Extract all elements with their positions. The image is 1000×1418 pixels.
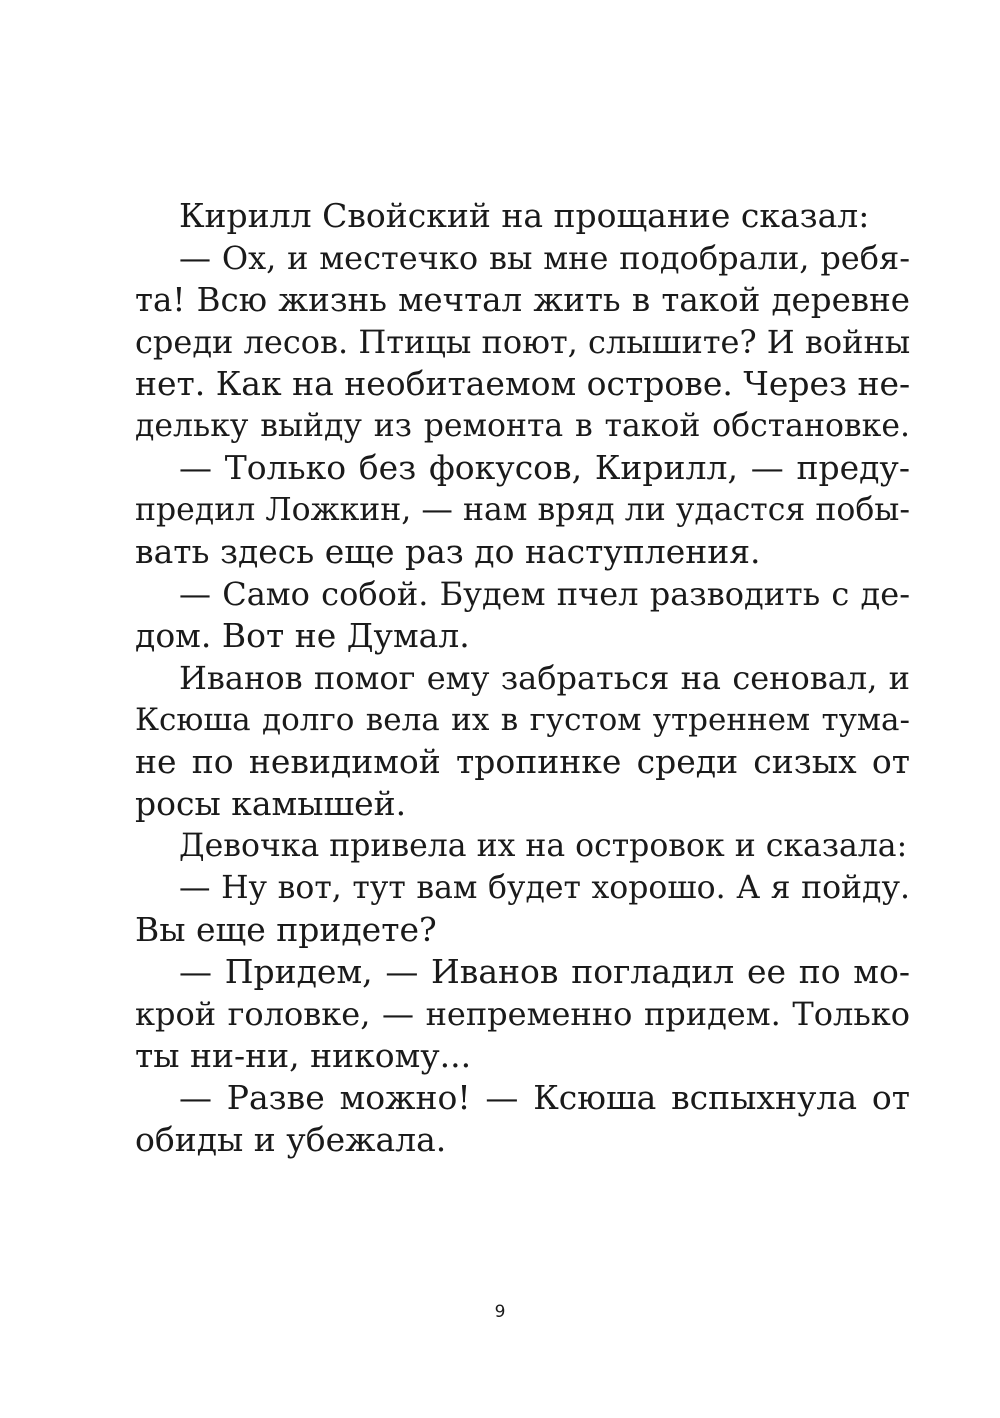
text-line: — Придем, — Иванов погладил ее по мо-: [179, 952, 910, 991]
text-line: обиды и убежала.: [135, 1120, 447, 1159]
text-line: росы камышей.: [135, 784, 407, 823]
text-line: дельку выйду из ремонта в такой обстановке.: [135, 408, 910, 444]
text-line: — Ох, и местечко вы мне подобрали, ребя-: [179, 239, 910, 277]
text-line: — Само собой. Будем пчел разводить с де-: [179, 575, 910, 613]
text-line: та! Всю жизнь мечтал жить в такой деревне: [135, 281, 910, 319]
text-line: Ксюша долго вела их в густом утреннем тума-: [135, 702, 910, 738]
text-line: Иванов помог ему забраться на сеновал, и: [179, 659, 910, 697]
text-line: ты ни-ни, никому...: [135, 1036, 472, 1075]
body-text: [135, 195, 910, 1161]
page-number: 9: [494, 1302, 506, 1322]
text-line: Вы еще придете?: [135, 910, 437, 949]
text-line: нет. Как на необитаемом острове. Через не-: [135, 364, 911, 403]
text-line: — Ну вот, тут вам будет хорошо. А я пойду.: [179, 870, 910, 906]
text-line: дом. Вот не Думал.: [135, 616, 470, 655]
text-line: Девочка привела их на островок и сказала:: [179, 828, 908, 864]
text-line: среди лесов. Птицы поют, слышите? И войны: [135, 323, 911, 361]
text-line: не по невидимой тропинке среди сизых от: [135, 742, 910, 781]
text-line: Кирилл Свойский на прощание сказал:: [179, 196, 870, 235]
text-line: — Разве можно! — Ксюша вспыхнула от: [179, 1078, 910, 1117]
text-line: вать здесь еще раз до наступления.: [135, 532, 761, 571]
text-line: крой головке, — непременно придем. Только: [135, 995, 910, 1033]
text-line: — Только без фокусов, Кирилл, — преду-: [179, 448, 910, 487]
text-line: предил Ложкин, — нам вряд ли удастся побы-: [135, 492, 910, 528]
